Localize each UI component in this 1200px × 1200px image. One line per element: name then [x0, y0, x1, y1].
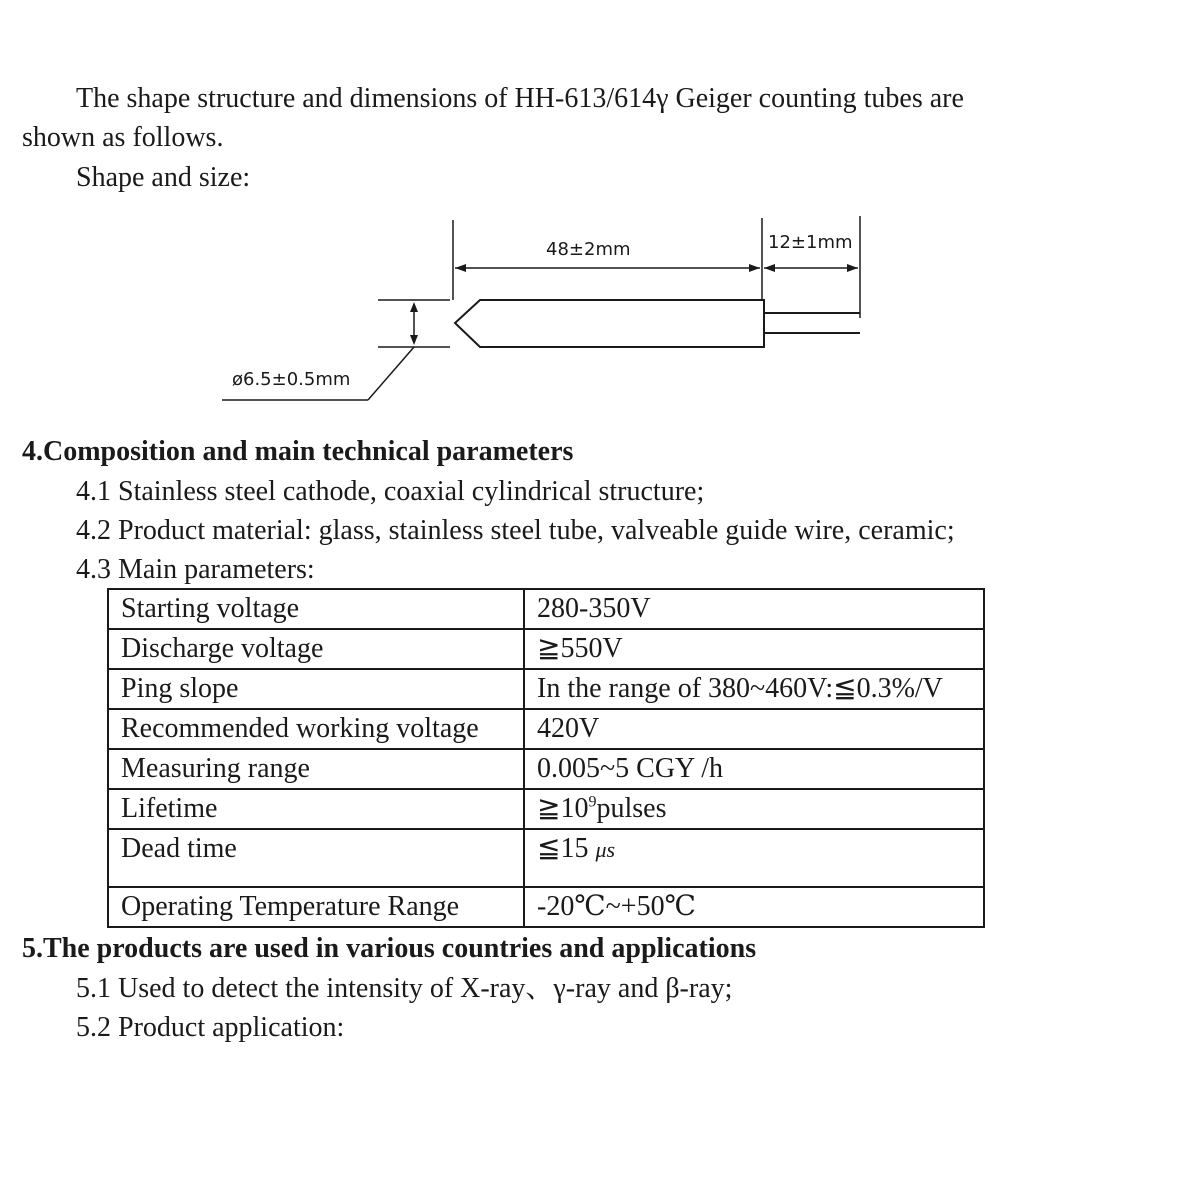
table-row: [108, 749, 984, 789]
diameter-leader: [368, 347, 414, 400]
param-name: Measuring range: [108, 749, 524, 789]
diameter-label: ø6.5±0.5mm: [232, 369, 351, 390]
section-5-item-2: 5.2 Product application:: [76, 1012, 345, 1043]
section-4-item-3: 4.3 Main parameters:: [76, 554, 315, 585]
param-name: Ping slope: [108, 669, 524, 709]
length-label: 48±2mm: [546, 239, 631, 260]
param-value: -20℃~+50℃: [524, 887, 984, 927]
param-value: [524, 789, 984, 829]
tube-dimension-diagram: [0, 200, 1200, 430]
section-4-title: 4.Composition and main technical parameters: [22, 436, 574, 467]
tube-body: [455, 300, 764, 347]
table-row: [108, 589, 984, 629]
parameters-table: [107, 588, 985, 928]
lead-arrow-right: [847, 264, 858, 272]
table-row: [108, 709, 984, 749]
param-value: 0.005~5 CGY /h: [524, 749, 984, 789]
param-name: Lifetime: [108, 789, 524, 829]
table-row: [108, 887, 984, 927]
section-4-item-2: 4.2 Product material: glass, stainless steel tube, valveable guide wire, ceramic;: [76, 515, 955, 546]
table-row: [108, 629, 984, 669]
length-arrow-right: [749, 264, 760, 272]
param-name: Recommended working voltage: [108, 709, 524, 749]
shape-size-label: Shape and size:: [76, 162, 251, 193]
table-row: [108, 669, 984, 709]
table-row: [108, 789, 984, 829]
param-name: Starting voltage: [108, 589, 524, 629]
param-value: 280-350V: [524, 589, 984, 629]
diameter-arrow-bottom: [410, 335, 418, 345]
lead-label: 12±1mm: [768, 232, 853, 253]
param-value: In the range of 380~460V:≦0.3%/V: [524, 669, 984, 709]
length-arrow-left: [455, 264, 466, 272]
diameter-arrow-top: [410, 302, 418, 312]
param-value: ≧550V: [524, 629, 984, 669]
param-name: Dead time: [108, 829, 524, 887]
lifetime-suffix: pulses: [596, 793, 667, 824]
table-row: [108, 829, 984, 887]
lead-arrow-left: [764, 264, 775, 272]
lifetime-exponent: 9: [588, 793, 597, 811]
dead-time-prefix: ≦15: [537, 833, 596, 864]
section-5-item-1: 5.1 Used to detect the intensity of X-ray、γ-ray and β-ray;: [76, 973, 733, 1004]
dead-time-unit: μs: [595, 837, 616, 862]
param-name: Discharge voltage: [108, 629, 524, 669]
intro-line-2: shown as follows.: [22, 122, 224, 153]
param-value: 420V: [524, 709, 984, 749]
param-value: [524, 829, 984, 887]
section-5-title: 5.The products are used in various countries and applications: [22, 933, 757, 964]
intro-line-1: The shape structure and dimensions of HH-613/614γ Geiger counting tubes are: [76, 83, 964, 114]
lifetime-prefix: ≧10: [537, 793, 589, 824]
param-name: Operating Temperature Range: [108, 887, 524, 927]
section-4-item-1: 4.1 Stainless steel cathode, coaxial cylindrical structure;: [76, 476, 705, 507]
